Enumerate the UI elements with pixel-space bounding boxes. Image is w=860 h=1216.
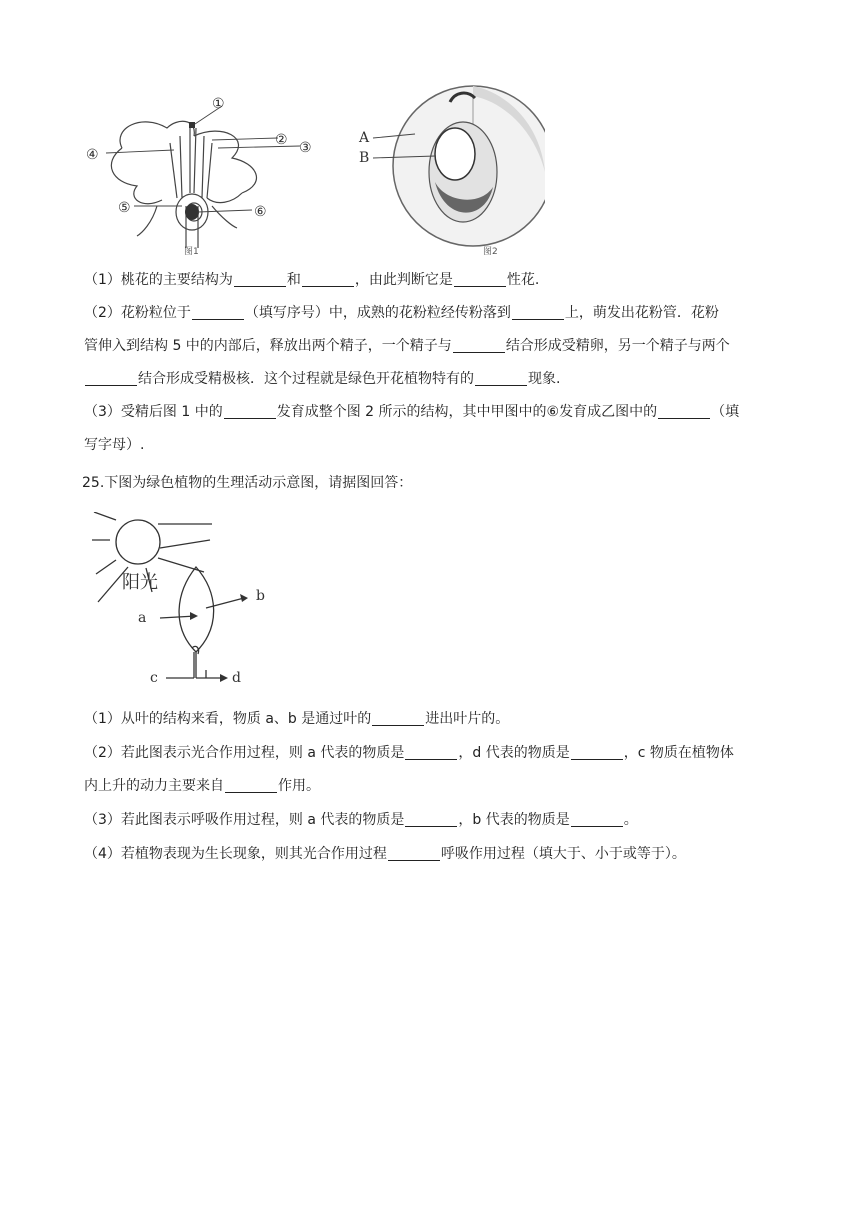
answer-blank[interactable] [571,745,623,760]
q24-line-1: （1）桃花的主要结构为 和 ，由此判断它是 性花. [84,272,540,288]
fig1-label-2: ② [275,132,288,148]
answer-blank[interactable] [85,371,137,386]
answer-blank[interactable] [512,305,564,320]
answer-blank[interactable] [405,812,457,827]
q25-title: 25.下图为绿色植物的生理活动示意图，请据图回答： [82,475,413,491]
answer-blank[interactable] [234,272,286,287]
q24-line-3: 管伸入到结构 5 中的内部后，释放出两个精子，一个精子与 结合形成受精卵，另一个精子与两个 [84,338,730,354]
answer-blank[interactable] [302,272,354,287]
answer-blank[interactable] [453,338,505,353]
sun-label: 阳光 [122,572,158,593]
answer-blank[interactable] [405,745,457,760]
plant-activity-diagram [86,512,286,692]
q25-line-4: （3）若此图表示呼吸作用过程，则 a 代表的物质是 ，b 代表的物质是 。 [84,812,638,828]
diagram-label-a: a [138,610,147,626]
fig1-label-1: ① [212,96,225,112]
q25-line-1: （1）从叶的结构来看，物质 a、b 是通过叶的 进出叶片的。 [84,711,510,727]
diagram-label-b: b [256,588,265,604]
q25-line-5: （4）若植物表现为生长现象，则其光合作用过程 呼吸作用过程（填大于、小于或等于）。 [84,846,686,862]
q24-line-2: （2）花粉粒位于 （填写序号）中，成熟的花粉粒经传粉落到 上，萌发出花粉管．花粉 [84,305,719,321]
q24-line-4: 结合形成受精极核．这个过程就是绿色开花植物特有的 现象. [84,369,560,389]
answer-blank[interactable] [388,846,440,861]
fruit-structure-figure [355,82,545,260]
fig1-label-3: ③ [299,140,312,156]
q24-line-5: （3）受精后图 1 中的 发育成整个图 2 所示的结构，其中甲图中的⑥发育成乙图中的 （填 [84,404,740,420]
fig1-label-6: ⑥ [254,204,267,220]
diagram-label-c: c [150,670,158,686]
answer-blank[interactable] [225,778,277,793]
answer-blank[interactable] [658,404,710,419]
answer-blank[interactable] [454,272,506,287]
diagram-label-d: d [232,670,241,686]
answer-blank[interactable] [372,711,424,726]
fig2-label-b: B [359,150,370,166]
answer-blank[interactable] [571,812,623,827]
fig1-label-5: ⑤ [118,200,131,216]
answer-blank[interactable] [475,371,527,386]
fig1-caption: 图1 [184,247,199,257]
fig1-label-4: ④ [86,147,99,163]
answer-blank[interactable] [192,305,244,320]
q25-line-3: 内上升的动力主要来自 作用。 [84,778,320,794]
fig2-caption: 图2 [483,247,498,257]
q25-line-2: （2）若此图表示光合作用过程，则 a 代表的物质是 ，d 代表的物质是 ，c 物质在植物体 [84,745,734,761]
fig2-label-a: A [359,130,370,146]
flower-structure-figure [82,88,322,260]
answer-blank[interactable] [224,404,276,419]
q24-line-6: 写字母）. [84,437,145,453]
